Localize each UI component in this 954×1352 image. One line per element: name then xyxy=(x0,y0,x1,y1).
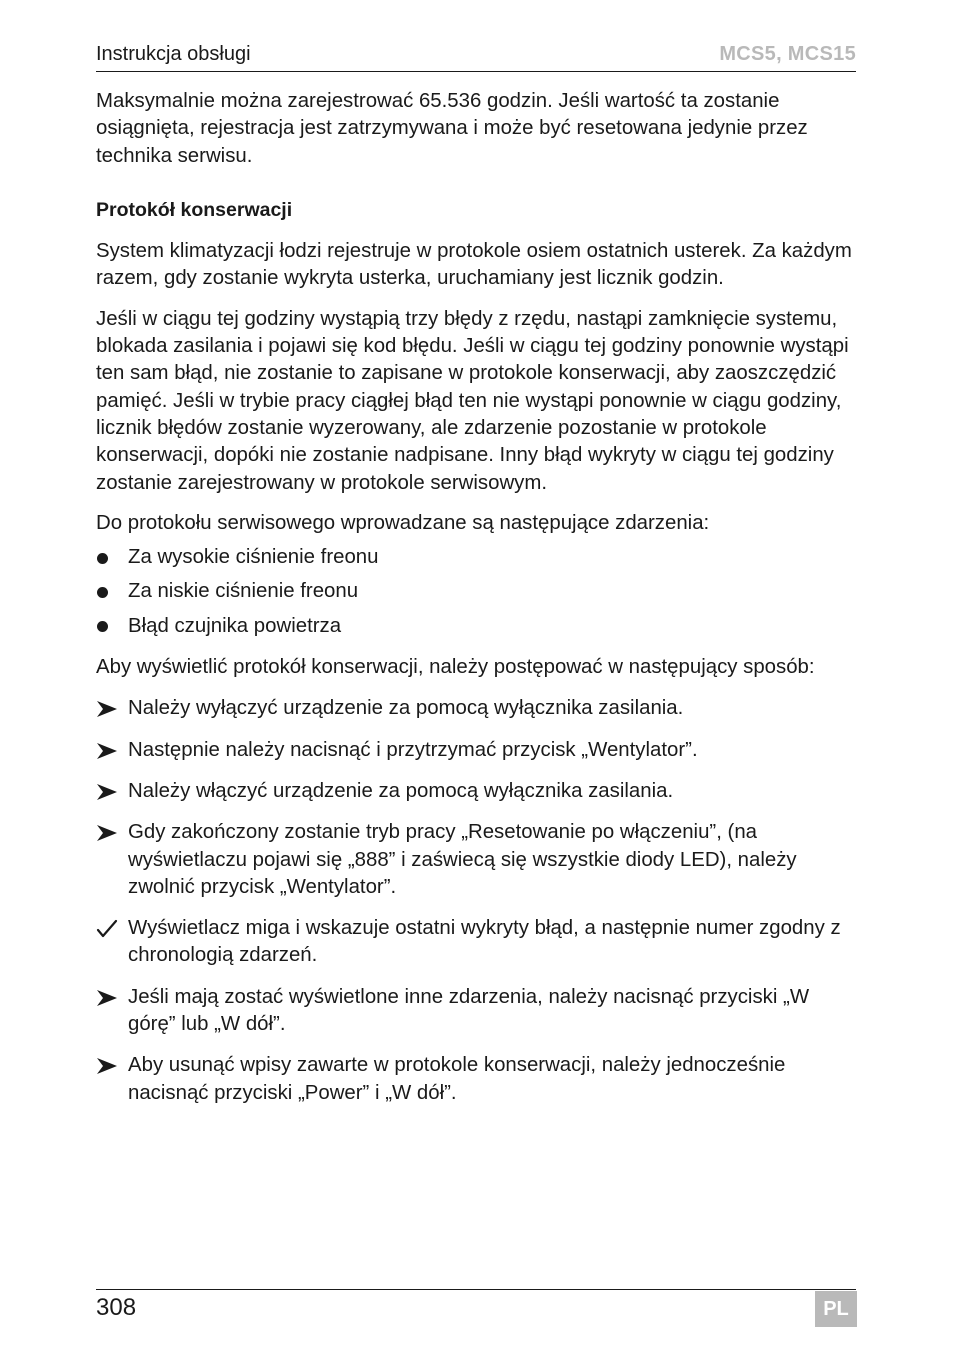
list-item xyxy=(96,544,858,571)
step-item xyxy=(96,778,858,805)
list-item-text: Za wysokie ciśnienie freonu xyxy=(128,546,379,569)
step-item xyxy=(96,737,858,764)
arrow-icon xyxy=(96,1056,118,1076)
list-item-text: Za niskie ciśnienie freonu xyxy=(128,580,359,603)
header-title: Instrukcja obsługi xyxy=(96,43,251,65)
paragraph: Jeśli w ciągu tej godziny wystąpią trzy błędy z rzędu, nastąpi zamknięcie systemu, blokada zasilania i pojawi się kod błędu. Jeśli w ciągu tej godziny ponownie wystąpi ten sam błąd, nie zostanie to zapisane w protokole konserwacji, aby zaoszczędzić pamięć. Jeśli w trybie pracy ciągłej błąd ten nie wystąpi ponownie w ciągu godziny, licznik błędów zostanie wyzerowany, ale zdarzenie pozostanie w protokole konserwacji, dopóki nie zostanie nadpisane. Inny błąd wykryty w ciągu tej godziny zostanie zarejestrowany w protokole serwisowym. xyxy=(96,307,849,494)
header-model: MCS5, MCS15 xyxy=(719,43,856,65)
step-text: Należy włączyć urządzenie za pomocą wyłącznika zasilania. xyxy=(128,779,674,802)
page-number: 308 xyxy=(96,1294,137,1321)
step-item xyxy=(96,915,858,970)
step-item xyxy=(96,984,858,1039)
step-text: Jeśli mają zostać wyświetlone inne zdarzenia, należy nacisnąć przyciski „W górę” lub „W dół”. xyxy=(128,985,810,1036)
bullet-icon xyxy=(97,553,108,564)
section-heading: Protokół konserwacji xyxy=(96,198,293,221)
check-icon xyxy=(96,919,118,939)
intro-paragraph: Maksymalnie można zarejestrować 65.536 godzin. Jeśli wartość ta zostanie osiągnięta, rejestracja jest zatrzymywana i może być resetowana jedynie przez technika serwisu. xyxy=(96,90,808,167)
step-item xyxy=(96,695,858,722)
bullet-icon xyxy=(97,621,108,632)
bullet-icon xyxy=(97,587,108,598)
arrow-icon xyxy=(96,988,118,1008)
procedure-intro: Aby wyświetlić protokół konserwacji, należy postępować w następujący sposób: xyxy=(96,656,815,679)
arrow-icon xyxy=(96,741,118,761)
arrow-icon xyxy=(96,823,118,843)
events-list xyxy=(96,544,858,640)
header-divider xyxy=(96,71,856,72)
step-text: Następnie należy nacisnąć i przytrzymać przycisk „Wentylator”. xyxy=(128,738,698,761)
step-item xyxy=(96,819,858,901)
list-item xyxy=(96,578,858,605)
language-badge: PL xyxy=(815,1291,857,1327)
paragraph: System klimatyzacji łodzi rejestruje w protokole osiem ostatnich usterek. Za każdym razem, gdy zostanie wykryta usterka, uruchamiany jest licznik godzin. xyxy=(96,240,852,290)
arrow-icon xyxy=(96,699,118,719)
page-content xyxy=(96,88,858,1121)
list-item-text: Błąd czujnika powietrza xyxy=(128,614,342,637)
step-item xyxy=(96,1052,858,1107)
step-text: Wyświetlacz miga i wskazuje ostatni wykryty błąd, a następnie numer zgodny z chronologią zdarzeń. xyxy=(128,917,841,967)
step-text: Należy wyłączyć urządzenie za pomocą wyłącznika zasilania. xyxy=(128,697,684,720)
step-text: Aby usunąć wpisy zawarte w protokole konserwacji, należy jednocześnie nacisnąć przyciski „Power” i „W dół”. xyxy=(128,1054,786,1104)
steps-list xyxy=(96,695,858,1107)
arrow-icon xyxy=(96,782,118,802)
step-text: Gdy zakończony zostanie tryb pracy „Resetowanie po włączeniu”, (na wyświetlaczu pojawi się „888” i zaświecą się wszystkie diody LED), należy zwolnić przycisk „Wentylator”. xyxy=(128,821,797,898)
paragraph: Do protokołu serwisowego wprowadzane są następujące zdarzenia: xyxy=(96,511,710,534)
list-item xyxy=(96,613,858,640)
footer-divider xyxy=(96,1289,856,1290)
